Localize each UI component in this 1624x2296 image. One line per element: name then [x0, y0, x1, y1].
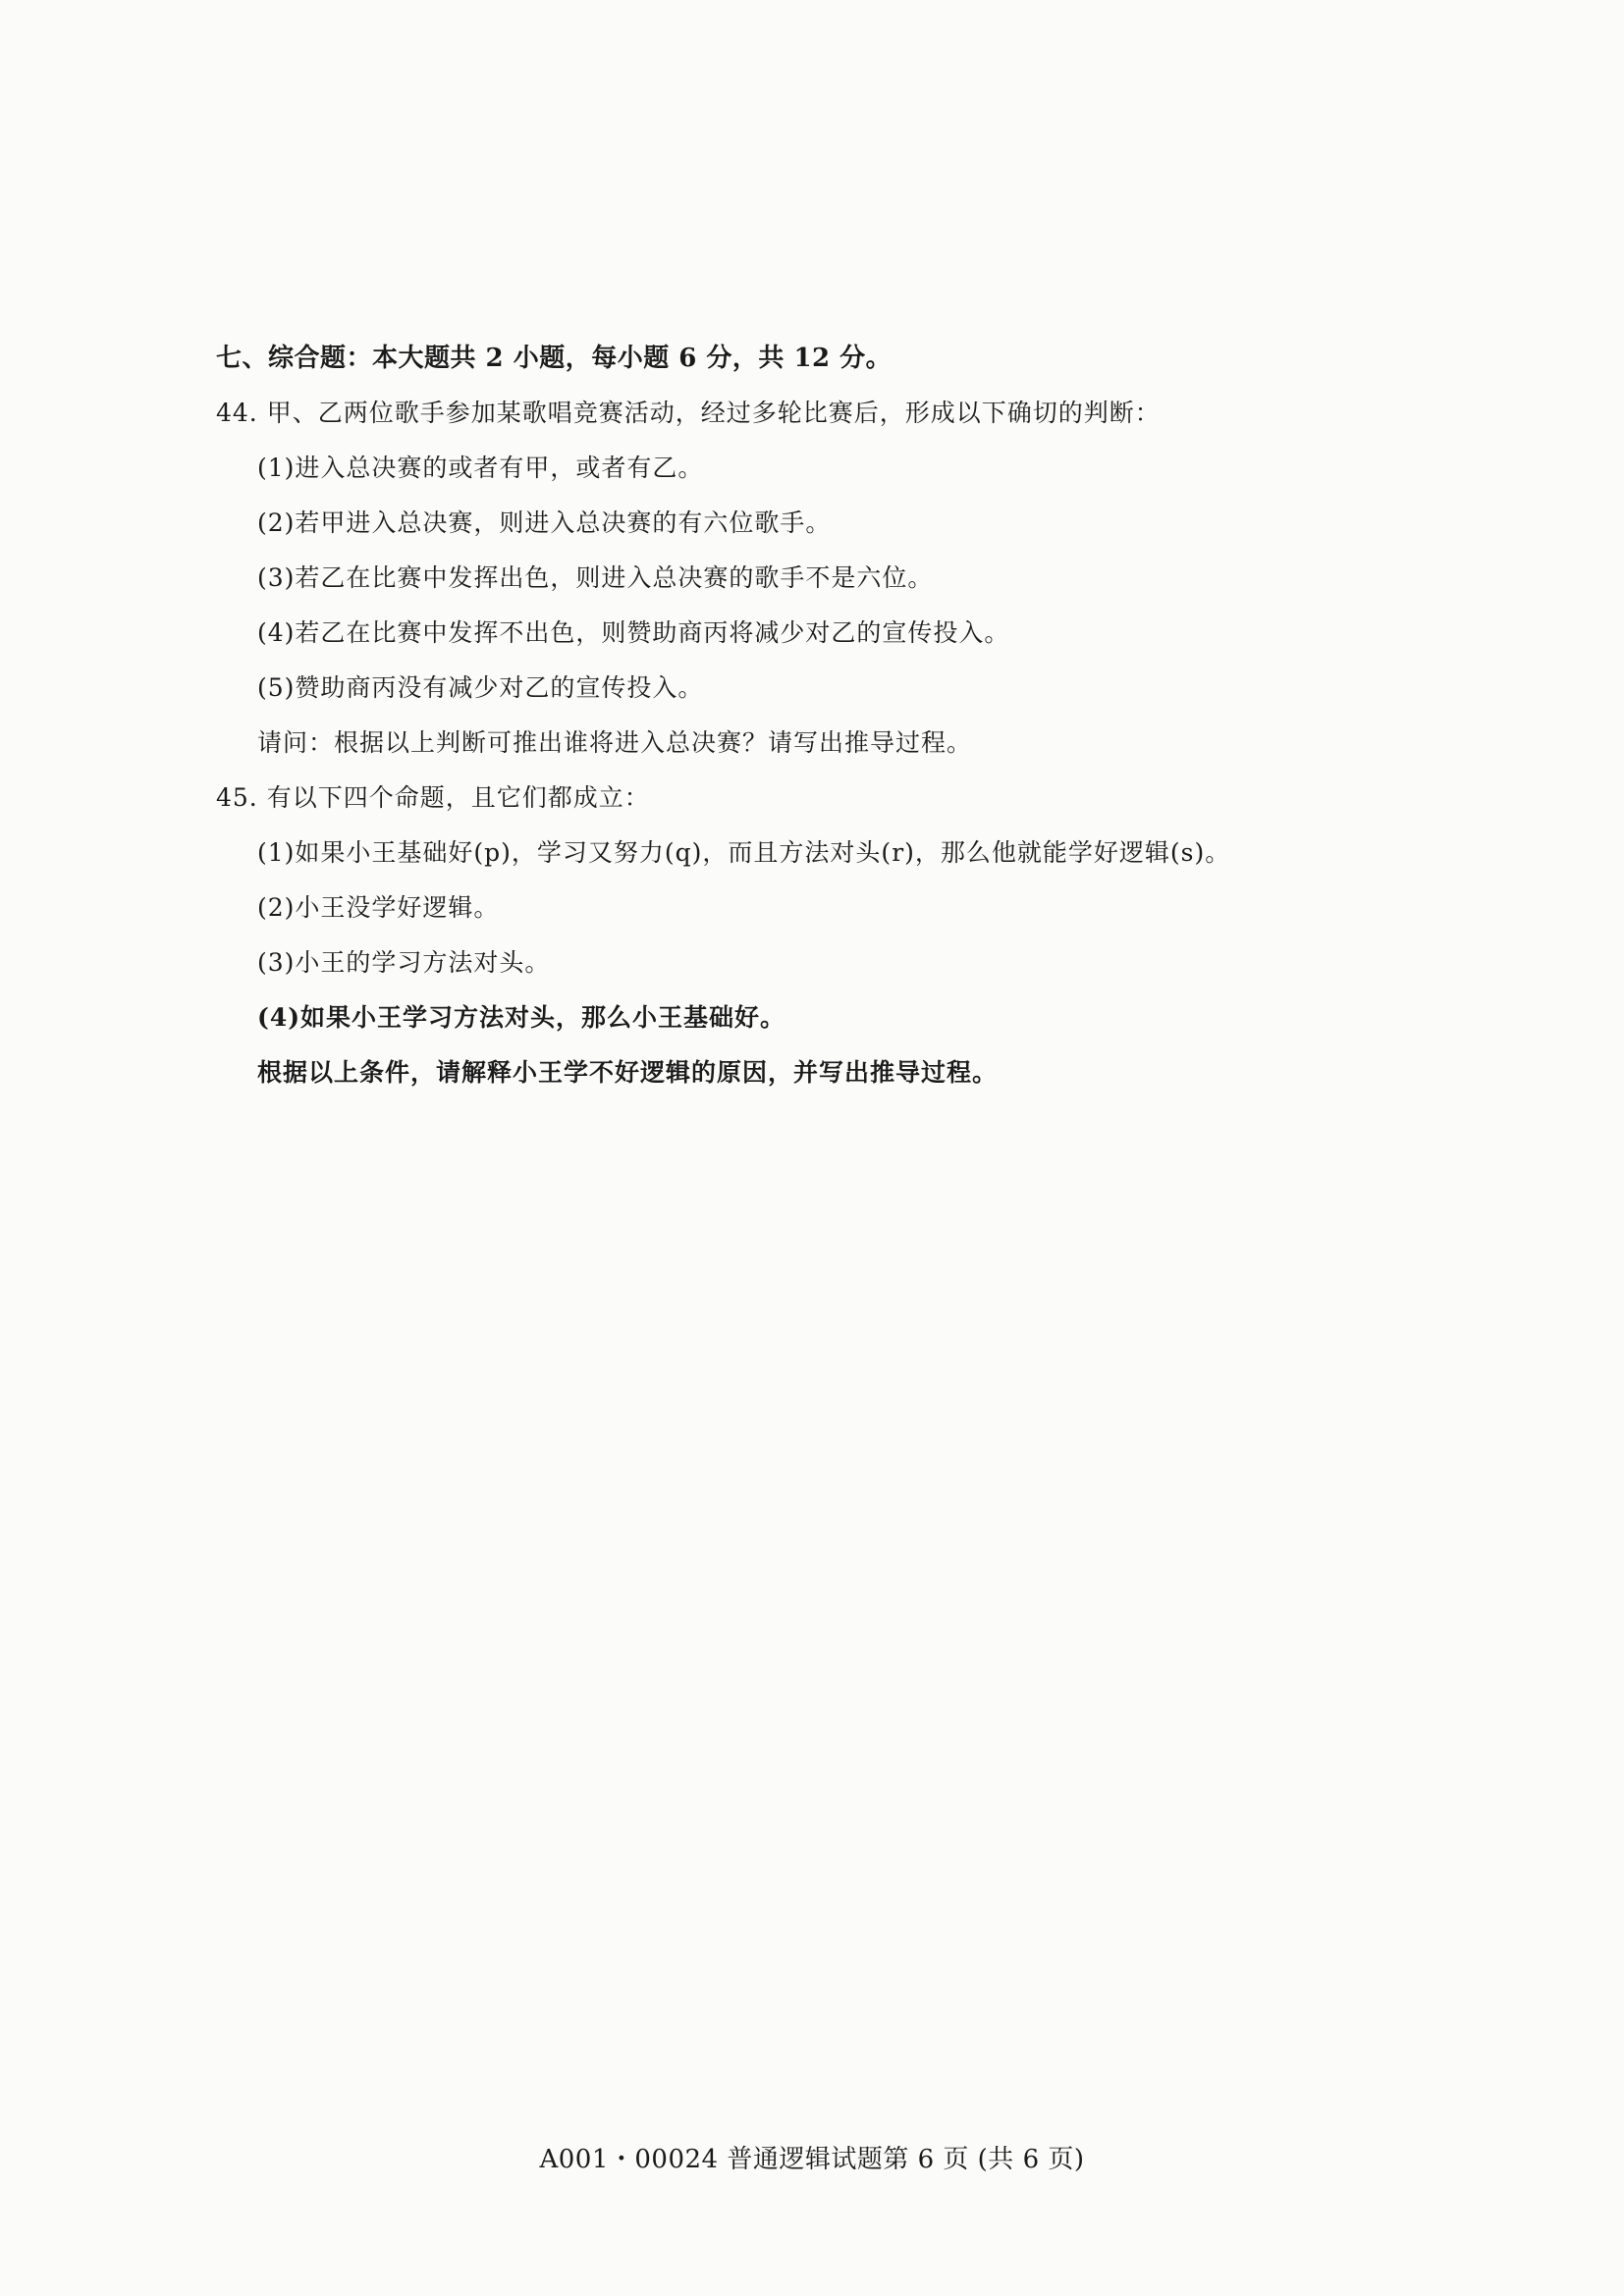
page-content	[216, 340, 1434, 1109]
question-stem: 45. 有以下四个命题，且它们都成立：	[216, 783, 650, 812]
question-prompt: 根据以上条件，请解释小王学不好逻辑的原因，并写出推导过程。	[257, 1058, 999, 1087]
question-44	[216, 395, 1434, 762]
question-line: (3)小王的学习方法对头。	[257, 948, 551, 977]
question-line: (3)若乙在比赛中发挥出色，则进入总决赛的歌手不是六位。	[257, 563, 934, 592]
question-prompt: 请问：根据以上判断可推出谁将进入总决赛？请写出推导过程。	[257, 728, 973, 757]
question-line: (4)若乙在比赛中发挥不出色，则赞助商丙将减少对乙的宣传投入。	[257, 618, 1010, 647]
question-stem: 44. 甲、乙两位歌手参加某歌唱竞赛活动，经过多轮比赛后，形成以下确切的判断：	[216, 399, 1161, 427]
question-line: (1)如果小王基础好(p)，学习又努力(q)，而且方法对头(r)，那么他就能学好逻辑(s)。	[257, 838, 1231, 867]
question-line: (2)若甲进入总决赛，则进入总决赛的有六位歌手。	[257, 508, 832, 537]
question-line: (4)如果小王学习方法对头，那么小王基础好。	[257, 1003, 786, 1032]
question-line: (1)进入总决赛的或者有甲，或者有乙。	[257, 454, 704, 482]
question-line: (5)赞助商丙没有减少对乙的宣传投入。	[257, 673, 704, 702]
section-title: 七、综合题：本大题共 2 小题，每小题 6 分，共 12 分。	[216, 344, 893, 373]
question-line: (2)小王没学好逻辑。	[257, 893, 500, 922]
page-footer: A001・00024 普通逻辑试题第 6 页 (共 6 页)	[539, 2145, 1085, 2174]
question-45	[216, 779, 1434, 1092]
